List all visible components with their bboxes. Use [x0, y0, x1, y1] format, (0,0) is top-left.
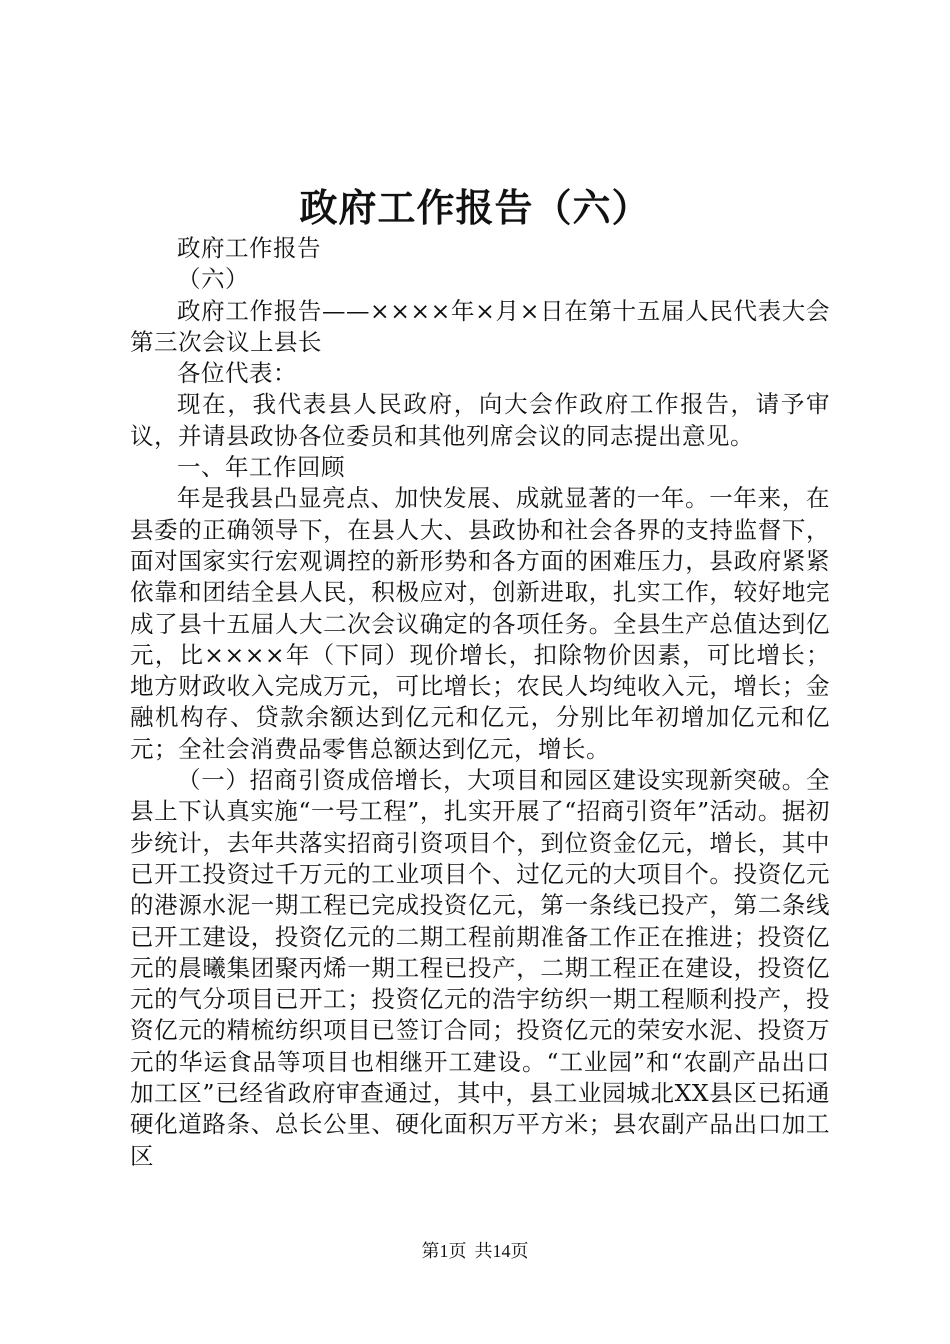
document-body [130, 233, 830, 1172]
page-total: 共14页 [474, 1241, 529, 1261]
paragraph-salutation: 各位代表： [177, 359, 297, 388]
paragraph-report-heading: 政府工作报告——××××年×月×日在第十五届人民代表大会第三次会议上县长 [130, 296, 830, 356]
page-number: 第1页 [421, 1241, 467, 1261]
document-title: 政府工作报告（六） [299, 185, 651, 230]
section-heading-review: 一、年工作回顾 [177, 453, 345, 482]
page-footer [0, 1240, 950, 1262]
paragraph-part-number: （六） [177, 265, 249, 294]
paragraph-subtitle: 政府工作报告 [177, 234, 321, 262]
paragraph-intro: 现在，我代表县人民政府，向大会作政府工作报告，请予审议，并请县政协各位委员和其他列席会议的同志提出意见。 [130, 390, 830, 450]
paragraph-investment: （一）招商引资成倍增长，大项目和园区建设实现新突破。全县上下认真实施“一号工程”，扎实开展了“招商引资年”活动。据初步统计，去年共落实招商引资项目个，到位资金亿元，增长，其中已开工投资过千万元的工业项目个、过亿元的大项目个。投资亿元的港源水泥一期工程已完成投资亿元，第一条线已投产，第二条线已开工建设，投资亿元的二期工程前期准备工作正在推进；投资亿元的晨曦集团聚丙烯一期工程已投产，二期工程正在建设，投资亿元的气分项目已开工；投资亿元的浩宇纺织一期工程顺利投产，投资亿元的精梳纺织项目已签订合同；投资亿元的荣安水泥、投资万元的华运食品等项目也相继开工建设。“工业园”和“农副产品出口加工区”已经省政府审查通过，其中，县工业园城北XX县区已拓通硬化道路条、总长公里、硬化面积万平方米；县农副产品出口加工区 [130, 766, 830, 1170]
paragraph-annual-summary: 年是我县凸显亮点、加快发展、成就显著的一年。一年来，在县委的正确领导下，在县人大、县政协和社会各界的支持监督下，面对国家实行宏观调控的新形势和各方面的困难压力，县政府紧紧依靠和团结全县人民，积极应对，创新进取，扎实工作，较好地完成了县十五届人大二次会议确定的各项任务。全县生产总值达到亿元，比××××年（下同）现价增长，扣除物价因素，可比增长；地方财政收入完成万元，可比增长；农民人均纯收入元，增长；金融机构存、贷款余额达到亿元和亿元，分别比年初增加亿元和亿元；全社会消费品零售总额达到亿元，增长。 [130, 484, 830, 763]
